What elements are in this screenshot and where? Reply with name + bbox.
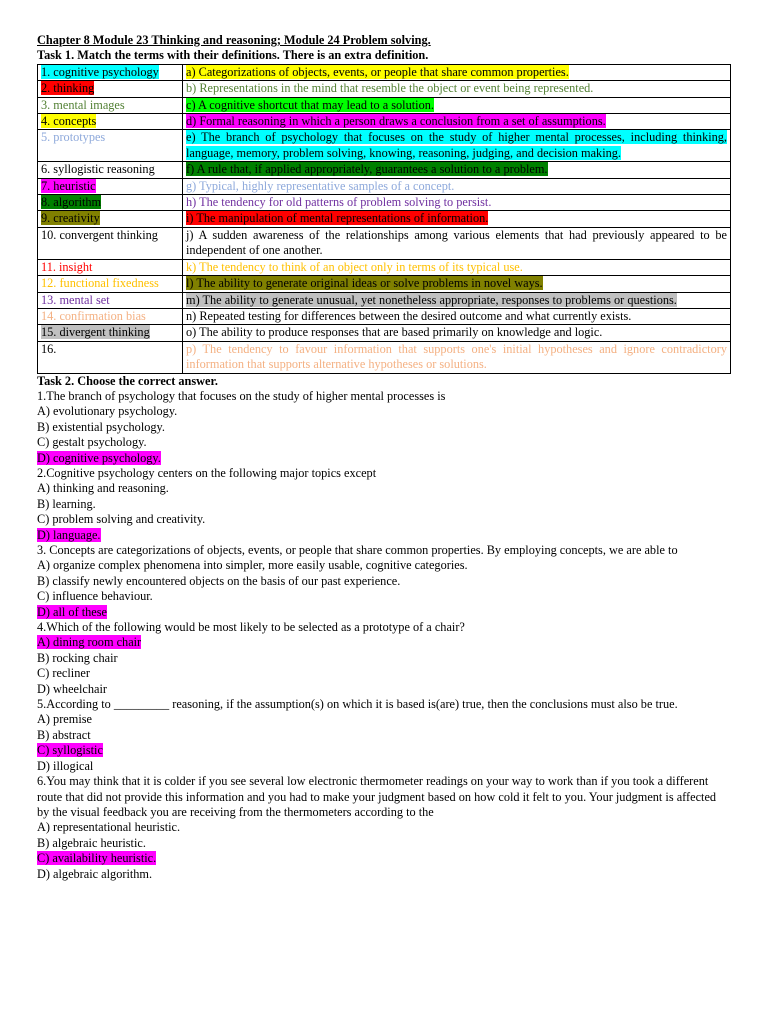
matching-table [37, 64, 731, 374]
option: B) learning. [37, 496, 96, 511]
question-stem: 4.Which of the following would be most likely to be selected as a prototype of a chair? [37, 620, 465, 635]
option: B) abstract [37, 727, 91, 742]
term-cell: 16. [38, 341, 183, 373]
table-row [38, 325, 731, 341]
term-cell: 10. convergent thinking [38, 227, 183, 259]
table-row [38, 178, 731, 194]
question-2 [37, 466, 731, 543]
question-stem: 2.Cognitive psychology centers on the following major topics except [37, 465, 377, 480]
table-row [38, 130, 731, 162]
definition-cell: b) Representations in the mind that resemble the object or event being represented. [183, 81, 731, 97]
table-row [38, 292, 731, 308]
option-correct: D) cognitive psychology. [37, 450, 161, 465]
table-row [38, 114, 731, 130]
table-row [38, 211, 731, 227]
definition-cell: h) The tendency for old patterns of problem solving to persist. [183, 195, 731, 211]
option-correct: C) syllogistic [37, 743, 103, 758]
definition-cell: e) The branch of psychology that focuses on the study of higher mental processes, including thinking, language, memory, problem solving, knowing, reasoning, judging, and decision making. [183, 130, 731, 162]
question-5 [37, 697, 731, 774]
table-row [38, 97, 731, 113]
question-stem: 3. Concepts are categorizations of objects, events, or people that share common properties. By employing concepts, we are able to [37, 543, 678, 557]
term-cell: 8. algorithm [38, 195, 183, 211]
definition-cell: j) A sudden awareness of the relationships among various elements that had previously appeared to be independent of one another. [183, 227, 731, 259]
definition-cell: d) Formal reasoning in which a person draws a conclusion from a set of assumptions. [183, 114, 731, 130]
option: D) illogical [37, 758, 94, 773]
option: A) premise [37, 712, 92, 727]
page-title: Chapter 8 Module 23 Thinking and reasoning; Module 24 Problem solving. [37, 33, 431, 47]
definition-cell: i) The manipulation of mental representations of information. [183, 211, 731, 227]
definition-cell: f) A rule that, if applied appropriately, guarantees a solution to a problem. [183, 162, 731, 178]
question-stem: 5.According to _________ reasoning, if the assumption(s) on which it is based is(are) true, then the conclusions must also be true. [37, 697, 678, 712]
option: D) algebraic algorithm. [37, 866, 153, 881]
term-cell: 3. mental images [38, 97, 183, 113]
table-row [38, 64, 731, 80]
option-correct: D) language. [37, 527, 101, 542]
table-row [38, 341, 731, 373]
term-cell: 4. concepts [38, 114, 183, 130]
term-cell: 13. mental set [38, 292, 183, 308]
question-6 [37, 774, 731, 882]
option: B) rocking chair [37, 650, 118, 665]
task1-heading: Task 1. Match the terms with their definitions. There is an extra definition. [37, 48, 429, 63]
definition-cell: l) The ability to generate original ideas or solve problems in novel ways. [183, 276, 731, 292]
question-3 [37, 543, 731, 620]
table-row [38, 227, 731, 259]
term-cell: 14. confirmation bias [38, 308, 183, 324]
option-correct: D) all of these [37, 604, 107, 619]
option: C) influence behaviour. [37, 589, 153, 604]
table-row [38, 195, 731, 211]
question-4 [37, 620, 731, 697]
definition-cell: m) The ability to generate unusual, yet nonetheless appropriate, responses to problems or questions. [183, 292, 731, 308]
definition-cell: k) The tendency to think of an object only in terms of its typical use. [183, 259, 731, 275]
option: C) problem solving and creativity. [37, 512, 206, 527]
option-correct: C) availability heuristic. [37, 851, 157, 866]
option: B) existential psychology. [37, 419, 165, 434]
option: C) recliner [37, 666, 90, 681]
table-row [38, 162, 731, 178]
question-stem: 6.You may think that it is colder if you see several low electronic thermometer readings on your way to work than if you took a different route that did not provide this information and you had to make your judgment based on how cold it felt to you. Your judgment is affected by the visual feedback you are receiving from the thermometers according to the [37, 774, 717, 819]
definition-cell: a) Categorizations of objects, events, or people that share common properties. [183, 64, 731, 80]
term-cell: 12. functional fixedness [38, 276, 183, 292]
table-row [38, 81, 731, 97]
option: B) algebraic heuristic. [37, 835, 146, 850]
task2-heading: Task 2. Choose the correct answer. [37, 373, 218, 388]
term-cell: 9. creativity [38, 211, 183, 227]
term-cell: 2. thinking [38, 81, 183, 97]
definition-cell: g) Typical, highly representative samples of a concept. [183, 178, 731, 194]
term-cell: 7. heuristic [38, 178, 183, 194]
table-row [38, 308, 731, 324]
table-row [38, 276, 731, 292]
definition-cell: c) A cognitive shortcut that may lead to a solution. [183, 97, 731, 113]
question-1 [37, 389, 731, 466]
option: C) gestalt psychology. [37, 435, 147, 450]
definition-cell: n) Repeated testing for differences between the desired outcome and what currently exists. [183, 308, 731, 324]
term-cell: 1. cognitive psychology [38, 64, 183, 80]
option: A) representational heuristic. [37, 820, 181, 835]
option: A) evolutionary psychology. [37, 404, 178, 419]
term-cell: 11. insight [38, 259, 183, 275]
option-correct: A) dining room chair [37, 635, 142, 650]
option: A) organize complex phenomena into simpler, more easily usable, cognitive categories. [37, 558, 468, 573]
term-cell: 15. divergent thinking [38, 325, 183, 341]
term-cell: 6. syllogistic reasoning [38, 162, 183, 178]
option: D) wheelchair [37, 681, 107, 696]
term-cell: 5. prototypes [38, 130, 183, 162]
definition-cell: p) The tendency to favour information that supports one's initial hypotheses and ignore contradictory information that supports alternative hypotheses or solutions. [183, 341, 731, 373]
definition-cell: o) The ability to produce responses that are based primarily on knowledge and logic. [183, 325, 731, 341]
option: A) thinking and reasoning. [37, 481, 169, 496]
table-row [38, 259, 731, 275]
document-page [37, 33, 731, 882]
question-stem: 1.The branch of psychology that focuses on the study of higher mental processes is [37, 388, 446, 403]
option: B) classify newly encountered objects on the basis of our past experience. [37, 573, 401, 588]
